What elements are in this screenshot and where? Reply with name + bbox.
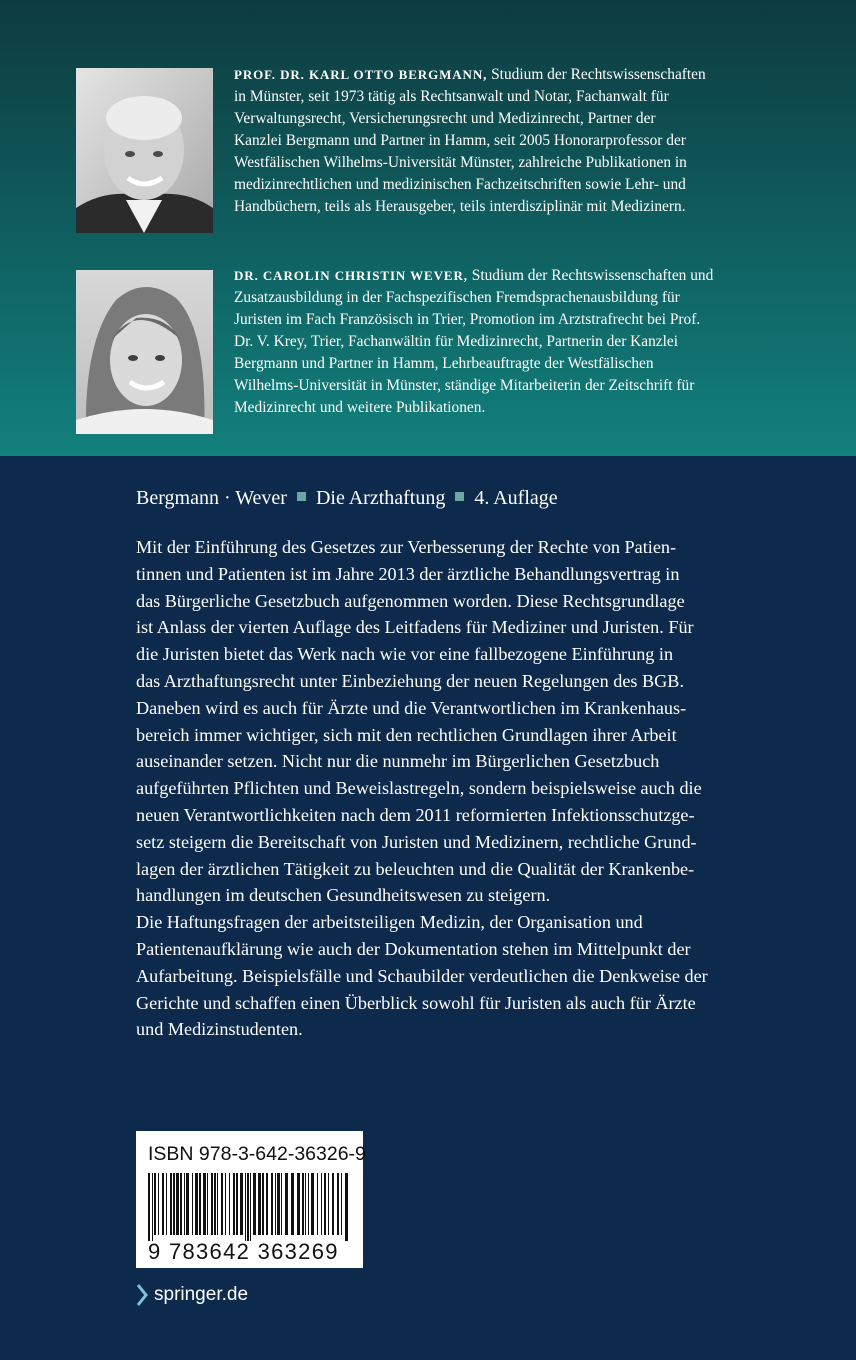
separator-square-icon xyxy=(455,492,464,501)
bio-line: Handbüchern, teils als Herausgeber, teils interdisziplinär mit Medizinern. xyxy=(234,198,686,215)
description-line: setz steigern die Bereitschaft von Juristen und Medizinern, rechtliche Grund- xyxy=(136,831,697,852)
author-photo-wever xyxy=(76,270,213,434)
description-line: Patientenaufklärung wie auch der Dokumentation stehen im Mittelpunkt der xyxy=(136,938,691,959)
description-line: bereich immer wichtiger, sich mit den rechtlichen Grundlagen ihrer Arbeit xyxy=(136,724,677,745)
series-edition: 4. Auflage xyxy=(474,487,558,509)
description-line: neuen Verantwortlichkeiten nach dem 2011 reformierten Infektionsschutzge- xyxy=(136,804,695,825)
bio-line: Studium der Rechtswissenschaften und xyxy=(471,267,714,284)
isbn-barcode xyxy=(136,1131,366,1268)
book-series-line xyxy=(136,484,558,512)
series-title: Die Arzthaftung xyxy=(315,487,446,509)
author-name: DR. CAROLIN CHRISTIN WEVER, xyxy=(234,268,468,283)
description-line: handlungen im deutschen Gesundheitswesen zu steigern. xyxy=(136,885,551,906)
bio-line: Wilhelms-Universität in Münster, ständige Mitarbeiterin der Zeitschrift für xyxy=(234,377,695,394)
book-description xyxy=(136,534,796,1043)
description-line: Gerichte und schaffen einen Überblick sowohl für Juristen als auch für Ärzte xyxy=(136,992,696,1013)
description-line: Daneben wird es auch für Ärzte und die Verantwortlichen im Krankenhaus- xyxy=(136,697,687,718)
bio-line: Zusatzausbildung in der Fachspezifischen Fremdsprachenausbildung für xyxy=(234,289,680,306)
bio-line: Dr. V. Krey, Trier, Fachanwältin für Medizinrecht, Partnerin der Kanzlei xyxy=(234,333,679,350)
bio-line: Westfälischen Wilhelms-Universität Münster, zahlreiche Publikationen in xyxy=(234,154,687,171)
publisher-link[interactable] xyxy=(136,1280,248,1310)
series-authors: Bergmann · Wever xyxy=(136,487,287,509)
bio-line: in Münster, seit 1973 tätig als Rechtsanwalt und Notar, Fachanwalt für xyxy=(234,88,669,105)
description-line: tinnen und Patienten ist im Jahre 2013 der ärztliche Behandlungsvertrag in xyxy=(136,563,680,584)
bio-line: Medizinrecht und weitere Publikationen. xyxy=(234,399,486,416)
barcode-icon xyxy=(146,1173,351,1241)
description-line: Aufarbeitung. Beispielsfälle und Schaubilder verdeutlichen die Denkweise der xyxy=(136,965,708,986)
description-line: und Medizinstudenten. xyxy=(136,1019,303,1040)
author-name: PROF. DR. KARL OTTO BERGMANN, xyxy=(234,67,488,82)
publisher-url[interactable]: springer.de xyxy=(154,1284,249,1305)
bio-line: Bergmann und Partner in Hamm, Lehrbeauftragte der Westfälischen xyxy=(234,355,654,372)
isbn-label: ISBN 978-3-642-36326-9 xyxy=(148,1143,366,1165)
description-line: das Bürgerliche Gesetzbuch aufgenommen worden. Diese Rechtsgrundlage xyxy=(136,590,685,611)
author-bio-wever xyxy=(234,265,794,419)
bio-line: Kanzlei Bergmann und Partner in Hamm, seit 2005 Honorarprofessor der xyxy=(234,132,686,149)
description-line: ist Anlass der vierten Auflage des Leitfadens für Mediziner und Juristen. Für xyxy=(136,617,694,638)
bio-line: medizinrechtlichen und medizinischen Fachzeitschriften sowie Lehr- und xyxy=(234,176,686,193)
bio-line: Verwaltungsrecht, Versicherungsrecht und Medizinrecht, Partner der xyxy=(234,110,656,127)
description-line: Mit der Einführung des Gesetzes zur Verbesserung der Rechte von Patien- xyxy=(136,537,677,557)
bio-line: Studium der Rechtswissenschaften xyxy=(491,66,706,83)
bio-line: Juristen im Fach Französisch in Trier, Promotion im Arztstrafrecht bei Prof. xyxy=(234,311,701,328)
description-line: Die Haftungsfragen der arbeitsteiligen Medizin, der Organisation und xyxy=(136,912,643,933)
author-bio-bergmann xyxy=(234,64,794,218)
author-photo-bergmann xyxy=(76,68,213,233)
chevron-right-icon xyxy=(136,1284,148,1306)
description-line: lagen der ärztlichen Tätigkeit zu beleuchten und die Qualität der Krankenbe- xyxy=(136,858,695,879)
ean-digits: 9 783642 363269 xyxy=(148,1239,339,1264)
description-line: aufgeführten Pflichten und Beweislastregeln, sondern beispielsweise auch die xyxy=(136,778,702,799)
separator-square-icon xyxy=(297,492,306,501)
description-line: die Juristen bietet das Werk nach wie vor eine fallbezogene Einführung in xyxy=(136,644,674,665)
description-line: auseinander setzen. Nicht nur die nunmehr im Bürgerlichen Gesetzbuch xyxy=(136,751,660,772)
description-line: das Arzthaftungsrecht unter Einbeziehung der neuen Regelungen des BGB. xyxy=(136,670,684,691)
